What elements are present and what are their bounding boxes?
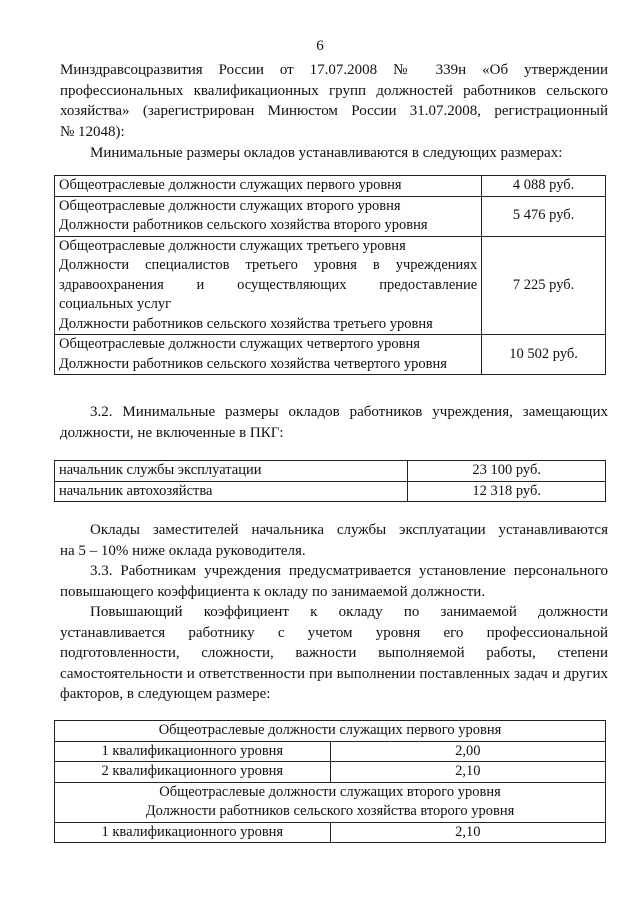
- position-line: Должности специалистов третьего уровня в учреждениях: [59, 257, 478, 273]
- table-row: [55, 335, 606, 375]
- section-3-3: [60, 561, 608, 602]
- paragraph-line: самостоятельности и ответственности при выполнении поставленных задач и других: [60, 665, 608, 682]
- section-line: повышающего коэффициента к окладу по занимаемой должности.: [60, 583, 486, 600]
- position-line: Общеотраслевые должности служащих третьего уровня: [59, 237, 406, 254]
- intro-line: № 12048):: [60, 123, 125, 140]
- amount-cell: 7 225 руб.: [482, 236, 606, 335]
- table-row: [55, 461, 606, 482]
- table-row: [55, 236, 606, 335]
- level-cell: 2 квалификационного уровня: [55, 762, 331, 783]
- amount-cell: 12 318 руб.: [408, 481, 606, 502]
- salary-table: [54, 175, 606, 375]
- position-cell: [55, 335, 482, 375]
- position-line: социальных услуг: [59, 296, 172, 312]
- group-header-row: [55, 721, 606, 742]
- value-cell: 2,00: [330, 741, 605, 762]
- page-number: 6: [316, 38, 324, 54]
- coefficient-paragraph: [60, 602, 608, 705]
- paragraph-line: Оклады заместителей начальника службы эксплуатации устанавливаются: [90, 522, 608, 538]
- table-row: [55, 196, 606, 236]
- group-header-line: Общеотраслевые должности служащих второго уровня: [159, 783, 501, 800]
- table-row: [55, 762, 606, 783]
- position-line: Общеотраслевые должности служащих первого уровня: [59, 177, 402, 193]
- intro-line: профессиональных квалификационных групп должностей работников сельского: [60, 82, 608, 99]
- paragraph-line: Повышающий коэффициент к окладу по занимаемой должности: [90, 604, 608, 620]
- intro-paragraph: [60, 60, 608, 142]
- level-cell: 1 квалификационного уровня: [55, 741, 331, 762]
- section-line: 3.2. Минимальные размеры окладов работников учреждения, замещающих: [90, 404, 608, 420]
- intro-line: Минздравсоцразвития России от 17.07.2008 № 339н «Об утверждении: [60, 62, 608, 78]
- amount-cell: 4 088 руб.: [482, 176, 606, 197]
- position-line: Должности работников сельского хозяйства третьего уровня: [59, 315, 433, 332]
- position-line: Общеотраслевые должности служащих второго уровня: [59, 197, 401, 214]
- amount-cell: 5 476 руб.: [482, 196, 606, 236]
- coefficient-table: [54, 720, 606, 843]
- position-line: здравоохранения и осуществляющих предоставление: [59, 276, 478, 293]
- paragraph-line: устанавливается работнику с учетом уровня его профессиональной: [60, 624, 608, 641]
- position-cell: [55, 176, 482, 197]
- position-cell: [55, 236, 482, 335]
- table-row: [55, 822, 606, 843]
- section-line: 3.3. Работникам учреждения предусматривается установление персонального: [90, 563, 608, 579]
- position-line: Должности работников сельского хозяйства четвертого уровня: [59, 355, 447, 372]
- paragraph-line: факторов, в следующем размере:: [60, 686, 271, 702]
- paragraph-line: на 5 – 10% ниже оклада руководителя.: [60, 542, 306, 559]
- position-line: Общеотраслевые должности служащих четвертого уровня: [59, 336, 420, 352]
- paragraph-line: подготовленности, сложности, важности выполняемой работы, степени: [60, 645, 608, 661]
- section-line: должности, не включенные в ПКГ:: [60, 424, 284, 441]
- position-cell: начальник автохозяйства: [55, 481, 408, 502]
- amount-cell: 10 502 руб.: [482, 335, 606, 375]
- table-row: [55, 481, 606, 502]
- table-row: [55, 741, 606, 762]
- intro-line: хозяйства» (зарегистрирован Минюстом России 31.07.2008, регистрационный: [60, 103, 608, 119]
- deputy-paragraph: [60, 520, 608, 561]
- value-cell: 2,10: [330, 762, 605, 783]
- section-3-2: [60, 402, 608, 443]
- table-row: [55, 176, 606, 197]
- min-salary-intro: Минимальные размеры окладов устанавливаются в следующих размерах:: [90, 145, 563, 161]
- non-pkg-table: [54, 460, 606, 502]
- position-cell: начальник службы эксплуатации: [55, 461, 408, 482]
- group-header-line: Должности работников сельского хозяйства второго уровня: [145, 803, 515, 819]
- level-cell: 1 квалификационного уровня: [55, 822, 331, 843]
- position-line: Должности работников сельского хозяйства второго уровня: [59, 217, 428, 233]
- group-header: [55, 782, 606, 822]
- value-cell: 2,10: [330, 822, 605, 843]
- position-cell: [55, 196, 482, 236]
- group-header: Общеотраслевые должности служащих первого уровня: [55, 721, 606, 742]
- amount-cell: 23 100 руб.: [408, 461, 606, 482]
- group-header-row: [55, 782, 606, 822]
